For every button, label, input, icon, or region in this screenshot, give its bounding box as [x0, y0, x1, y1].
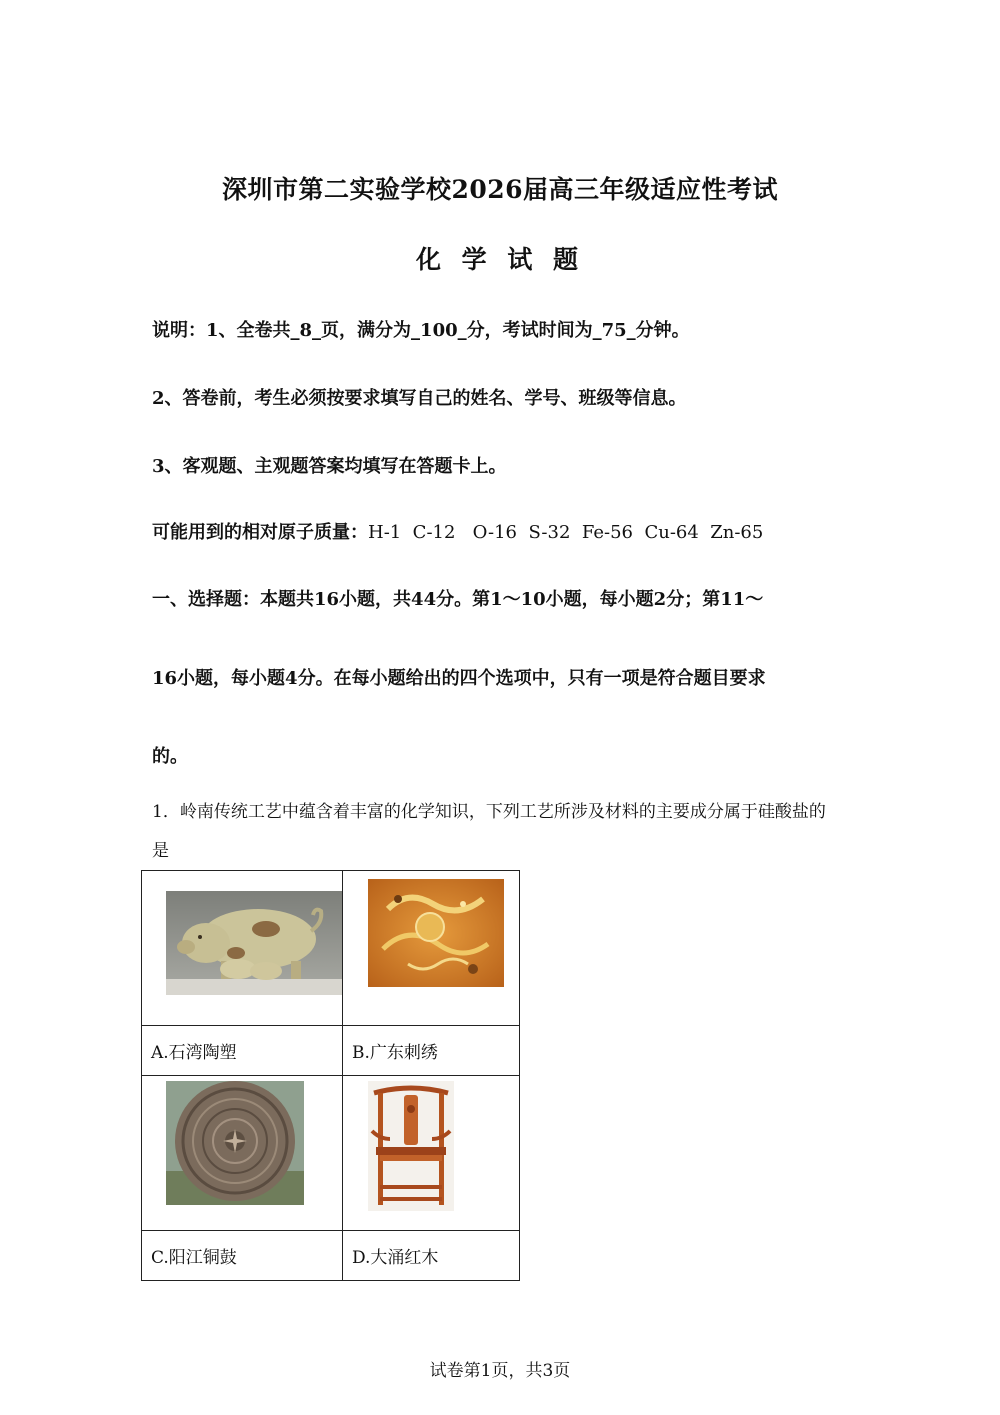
- instruction-1: 说明：1、全卷共_8_页，满分为_100_分，考试时间为_75_分钟。: [152, 320, 690, 341]
- atomic-mass-label: 可能用到的相对原子质量：: [152, 522, 368, 543]
- question-1-stem-line-2: 是: [152, 841, 169, 861]
- section-heading-line-1: 一、选择题：本题共16小题，共44分。第1～10小题，每小题2分；第11～: [152, 589, 764, 610]
- section-heading-line-3: 的。: [152, 746, 188, 767]
- atomic-mass-line: [152, 518, 872, 544]
- section-heading-line-2: 16小题，每小题4分。在每小题给出的四个选项中，只有一项是符合题目要求: [152, 668, 766, 689]
- exam-title: 深圳市第二实验学校2026届高三年级适应性考试: [221, 175, 779, 204]
- page-footer: 试卷第1页，共3页: [429, 1361, 571, 1381]
- dragon-embroidery-image: [368, 879, 504, 987]
- exam-subtitle: 化 学 试 题: [415, 245, 585, 274]
- option-c-image-cell: [142, 1076, 343, 1231]
- bronze-drum-image: [166, 1081, 304, 1205]
- option-a-label: A.石湾陶塑: [142, 1026, 343, 1076]
- option-a-image-cell: [142, 871, 343, 1026]
- option-b-image-cell: [343, 871, 520, 1026]
- option-d-image-cell: [343, 1076, 520, 1231]
- options-table: [141, 870, 520, 1281]
- option-b-label: B.广东刺绣: [343, 1026, 520, 1076]
- option-c-label: C.阳江铜鼓: [142, 1231, 343, 1281]
- rosewood-chair-image: [368, 1081, 454, 1211]
- atomic-mass-values: H-1 C-12 O-16 S-32 Fe-56 Cu-64 Zn-65: [368, 522, 764, 543]
- instruction-2: 2、答卷前，考生必须按要求填写自己的姓名、学号、班级等信息。: [152, 388, 687, 409]
- option-d-label: D.大涌红木: [343, 1231, 520, 1281]
- instruction-3: 3、客观题、主观题答案均填写在答题卡上。: [152, 456, 507, 477]
- ceramic-pig-figurine-image: [166, 891, 342, 995]
- question-1-stem-line-1: 1．岭南传统工艺中蕴含着丰富的化学知识，下列工艺所涉及材料的主要成分属于硅酸盐的: [152, 802, 826, 822]
